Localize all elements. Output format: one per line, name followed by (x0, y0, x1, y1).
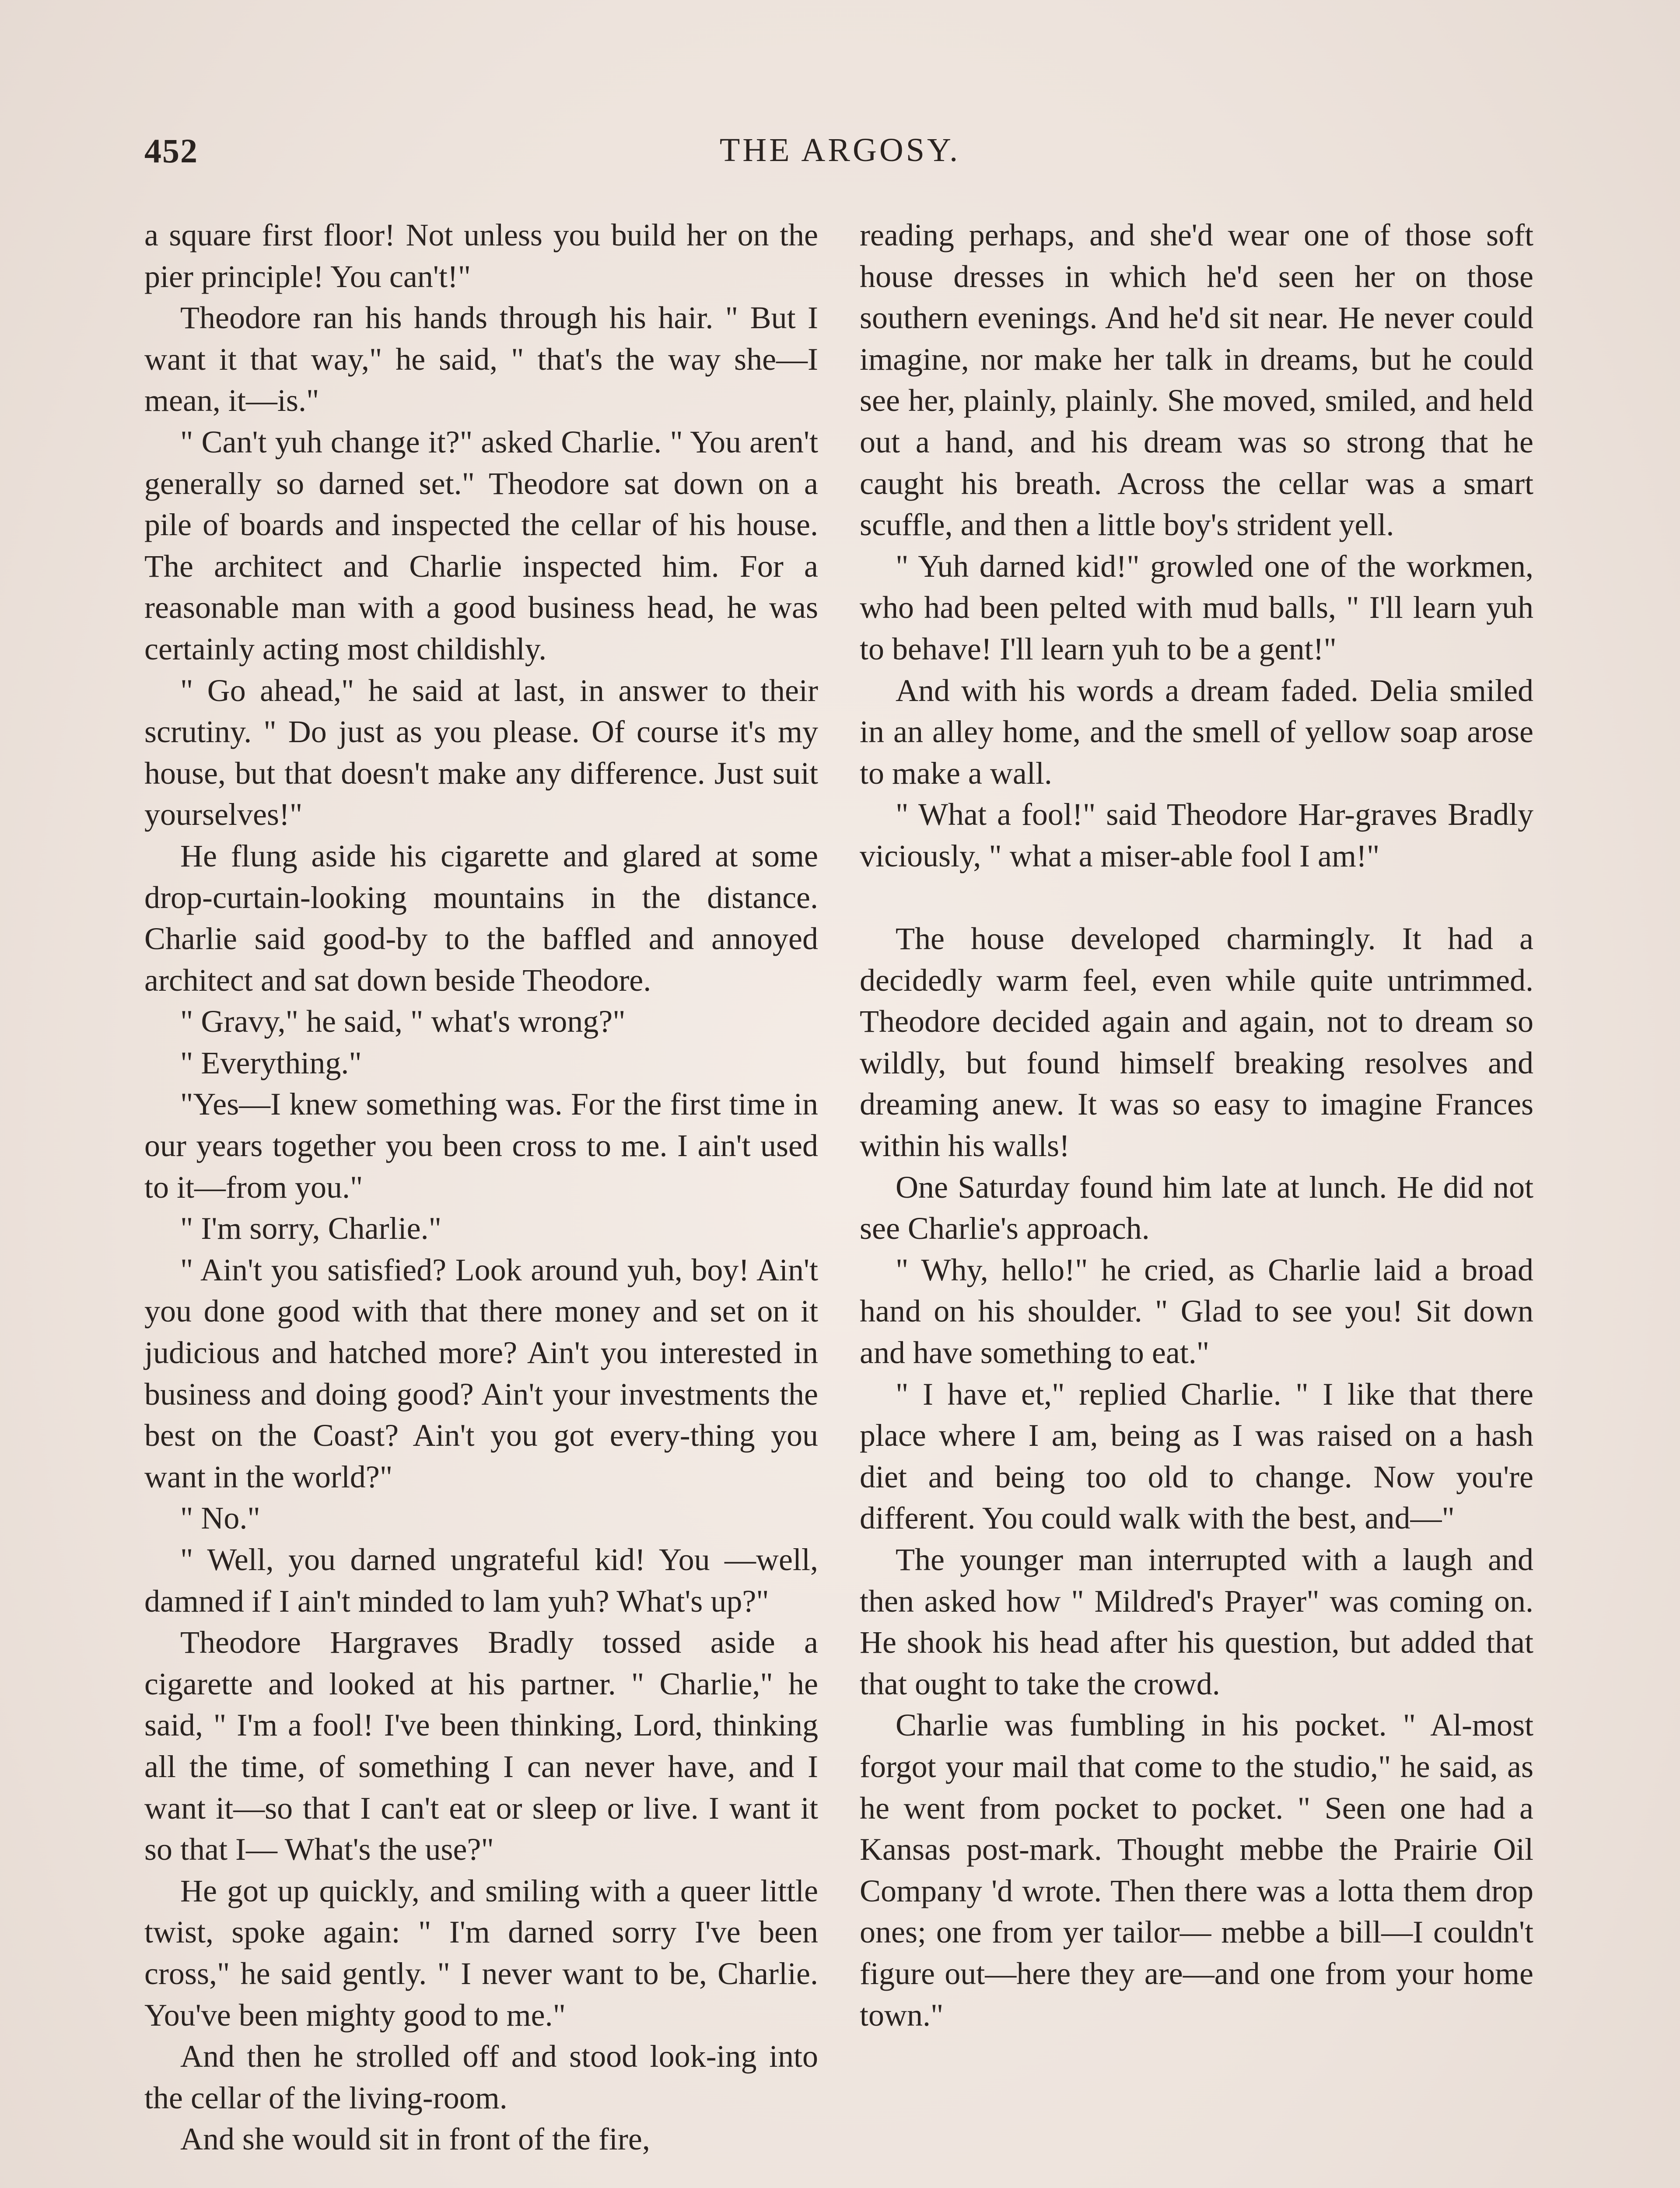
paragraph: One Saturday found him late at lunch. He did not see Charlie's approach. (860, 1169, 1533, 1246)
paragraph: " Everything." (180, 1045, 362, 1080)
paragraph: " Ain't you satisfied? Look around yuh, boy! Ain't you done good with that there money and set on it judicious and hatched more? Ain't you interested in business and doing good? Ain't your investments the best on the Coast? Ain't you got every-thing you want in the world?" (144, 1252, 818, 1494)
paragraph: " I have et," replied Charlie. " I like that there place where I am, being as I was raised on a hash diet and being too old to change. Now you're different. You could walk with the best, and—" (860, 1376, 1533, 1536)
left-column (144, 214, 818, 2160)
paragraph: " No." (180, 1501, 260, 1536)
running-title: THE ARGOSY. (719, 132, 961, 168)
paragraph: " Go ahead," he said at last, in answer to their scrutiny. " Do just as you please. Of course it's my house, but that doesn't make any difference. Just suit yourselves!" (144, 673, 818, 832)
paragraph: reading perhaps, and she'd wear one of those soft house dresses in which he'd seen her on those southern evenings. And he'd sit near. He never could imagine, nor make her talk in dreams, but he could see her, plainly, plainly. She moved, smiled, and held out a hand, and his dream was so strong that he caught his breath. Across the cellar was a smart scuffle, and then a little boy's strident yell. (860, 217, 1533, 543)
paragraph: He got up quickly, and smiling with a queer little twist, spoke again: " I'm darned sorry I've been cross," he said gently. " I never want to be, Charlie. You've been mighty good to me." (144, 1873, 818, 2033)
page-header (144, 131, 1536, 179)
right-column (860, 214, 1533, 2036)
paragraph: a square first floor! Not unless you build her on the pier principle! You can't!" (144, 217, 818, 294)
paragraph: " Can't yuh change it?" asked Charlie. " You aren't generally so darned set." Theodore sat down on a pile of boards and inspected the cellar of his house. The architect and Charlie inspected him. For a reasonable man with a good business head, he was certainly acting most childishly. (144, 424, 818, 666)
paragraph: Charlie was fumbling in his pocket. " Al-most forgot your mail that come to the studio," he said, as he went from pocket to pocket. " Seen one had a Kansas post-mark. Thought mebbe the Prairie Oil Company 'd wrote. Then there was a lotta them drop ones; one from yer tailor— mebbe a bill—I couldn't figure out—here they are—and one from your home town." (860, 1708, 1533, 2033)
paragraph: The younger man interrupted with a laugh and then asked how " Mildred's Prayer" was coming on. He shook his head after his question, but added that that ought to take the crowd. (860, 1542, 1533, 1701)
paragraph: " Why, hello!" he cried, as Charlie laid a broad hand on his shoulder. " Glad to see you! Sit down and have something to eat." (860, 1252, 1533, 1371)
page-number: 452 (144, 132, 198, 170)
paragraph: Theodore ran his hands through his hair. " But I want it that way," he said, " that's the way she—I mean, it—is." (144, 300, 818, 418)
paragraph: " Yuh darned kid!" growled one of the workmen, who had been pelted with mud balls, " I'll learn yuh to behave! I'll learn yuh to be a gent!" (860, 548, 1533, 666)
paragraph: " Gravy," he said, " what's wrong?" (180, 1004, 626, 1039)
paragraph: He flung aside his cigarette and glared at some drop-curtain-looking mountains in the distance. Charlie said good-by to the baffled and annoyed architect and sat down beside Theodore. (144, 838, 818, 998)
paragraph: The house developed charmingly. It had a decidedly warm feel, even while quite untrimmed. Theodore decided again and again, not to dream so wildly, but found himself breaking resolves and dreaming anew. It was so easy to imagine Frances within his walls! (860, 921, 1533, 1164)
paragraph: " What a fool!" said Theodore Har-graves Bradly viciously, " what a miser-able fool I am!" (860, 797, 1533, 873)
paragraph: And then he strolled off and stood look-ing into the cellar of the living-room. (144, 2039, 818, 2115)
paragraph: "Yes—I knew something was. For the first time in our years together you been cross to me. I ain't used to it—from you." (144, 1087, 818, 1205)
paragraph: " Well, you darned ungrateful kid! You —well, damned if I ain't minded to lam yuh? What's up?" (144, 1542, 818, 1619)
paragraph: " I'm sorry, Charlie." (180, 1211, 441, 1246)
paragraph: And she would sit in front of the fire, (180, 2121, 650, 2157)
paragraph: And with his words a dream faded. Delia smiled in an alley home, and the smell of yellow soap arose to make a wall. (860, 673, 1533, 791)
paragraph: Theodore Hargraves Bradly tossed aside a cigarette and looked at his partner. " Charlie," he said, " I'm a fool! I've been thinking, Lord, thinking all the time, of something I can never have, and I want it—so that I can't eat or sleep or live. I want it so that I— What's the use?" (144, 1625, 818, 1867)
